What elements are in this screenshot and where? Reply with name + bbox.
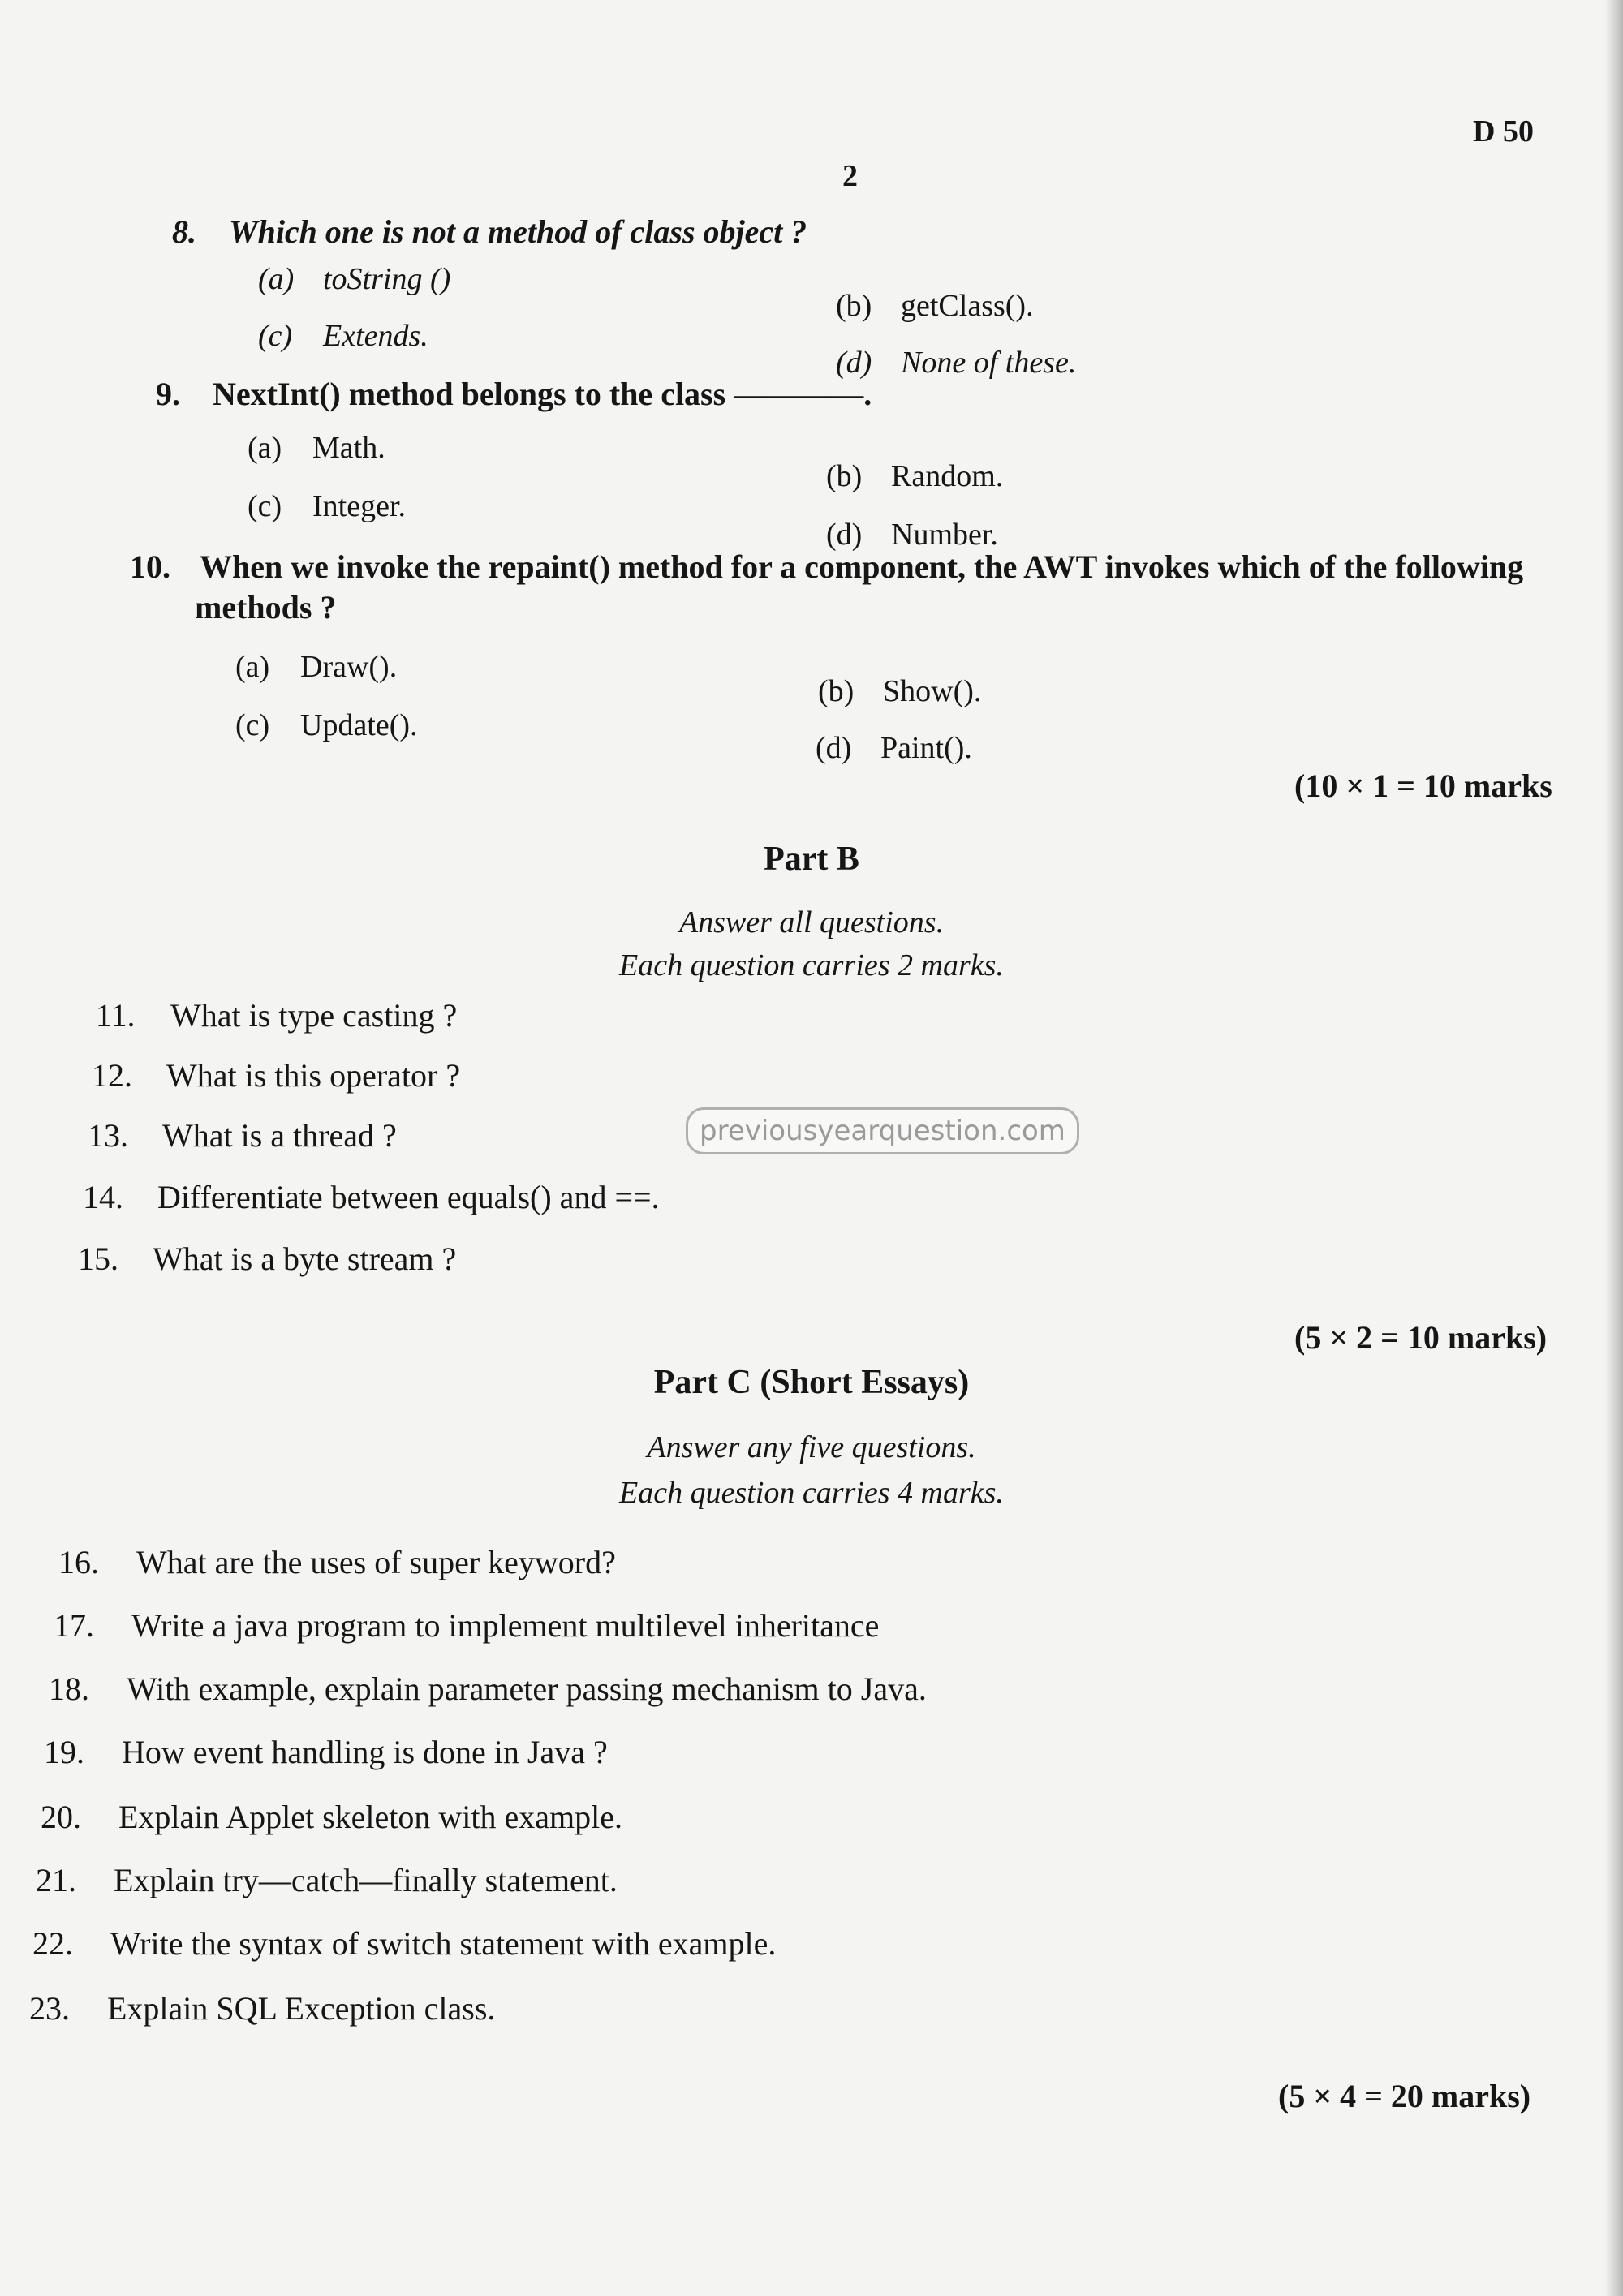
- question-text: NextInt() method belongs to the class ————.: [213, 376, 872, 412]
- question-22: 22. Write the syntax of switch statement with example.: [32, 1925, 777, 1962]
- question-10: [130, 548, 1523, 586]
- question-9: [156, 375, 872, 413]
- question-text: Which one is not a method of class object ?: [229, 213, 807, 250]
- option-8b: (b) getClass().: [836, 289, 1034, 323]
- question-number: 8.: [172, 213, 196, 250]
- option-10a: (a) Draw().: [235, 650, 398, 684]
- part-c-marks: (5 × 4 = 20 marks): [1278, 2078, 1531, 2114]
- question-16: 16. What are the uses of super keyword?: [58, 1544, 616, 1580]
- question-number: 9.: [156, 376, 180, 412]
- part-c-heading: Part C (Short Essays): [653, 1364, 970, 1401]
- part-a-marks: (10 × 1 = 10 marks: [1294, 767, 1552, 804]
- question-number: 10.: [130, 548, 170, 585]
- question-23: 23. Explain SQL Exception class.: [29, 1990, 496, 2027]
- option-9d: (d) Number.: [826, 518, 998, 552]
- part-b-instruction-1: Answer all questions.: [678, 905, 945, 939]
- question-20: 20. Explain Applet skeleton with example.: [41, 1799, 622, 1835]
- option-9a: (a) Math.: [248, 431, 385, 465]
- option-8a: (a) toString (): [258, 262, 451, 296]
- question-10-line2: methods ?: [195, 589, 337, 626]
- option-10c: (c) Update().: [235, 708, 418, 742]
- option-10d: (d) Paint().: [816, 731, 972, 765]
- question-8: [172, 213, 807, 251]
- question-13: 13. What is a thread ?: [88, 1117, 397, 1154]
- part-b-marks: (5 × 2 = 10 marks): [1294, 1319, 1548, 1356]
- part-b-heading: Part B: [764, 841, 859, 878]
- paper-code: D 50: [1473, 114, 1534, 148]
- page-edge-shadow: [1605, 0, 1623, 2296]
- part-c-instruction-1: Answer any five questions.: [647, 1430, 976, 1464]
- question-18: 18. With example, explain parameter passing mechanism to Java.: [49, 1670, 927, 1707]
- question-21: 21. Explain try—catch—finally statement.: [36, 1862, 618, 1898]
- option-8d: (d) None of these.: [836, 346, 1077, 380]
- question-14: 14. Differentiate between equals() and ==.: [83, 1179, 660, 1215]
- option-10b: (b) Show().: [818, 674, 982, 708]
- part-b-instruction-2: Each question carries 2 marks.: [619, 948, 1004, 982]
- question-17: 17. Write a java program to implement multilevel inheritance: [54, 1607, 880, 1644]
- question-19: 19. How event handling is done in Java ?: [44, 1734, 608, 1770]
- option-8c: (c) Extends.: [258, 319, 428, 353]
- question-12: 12. What is this operator ?: [92, 1057, 461, 1094]
- part-c-instruction-2: Each question carries 4 marks.: [619, 1476, 1004, 1510]
- page-number: 2: [842, 159, 858, 193]
- watermark-logo: previousyearquestion.com: [686, 1107, 1079, 1154]
- question-text: When we invoke the repaint() method for a component, the AWT invokes which of the following: [200, 548, 1524, 585]
- question-11: 11. What is type casting ?: [96, 997, 458, 1034]
- option-9c: (c) Integer.: [248, 489, 407, 523]
- option-9b: (b) Random.: [826, 459, 1004, 493]
- question-15: 15. What is a byte stream ?: [78, 1240, 457, 1277]
